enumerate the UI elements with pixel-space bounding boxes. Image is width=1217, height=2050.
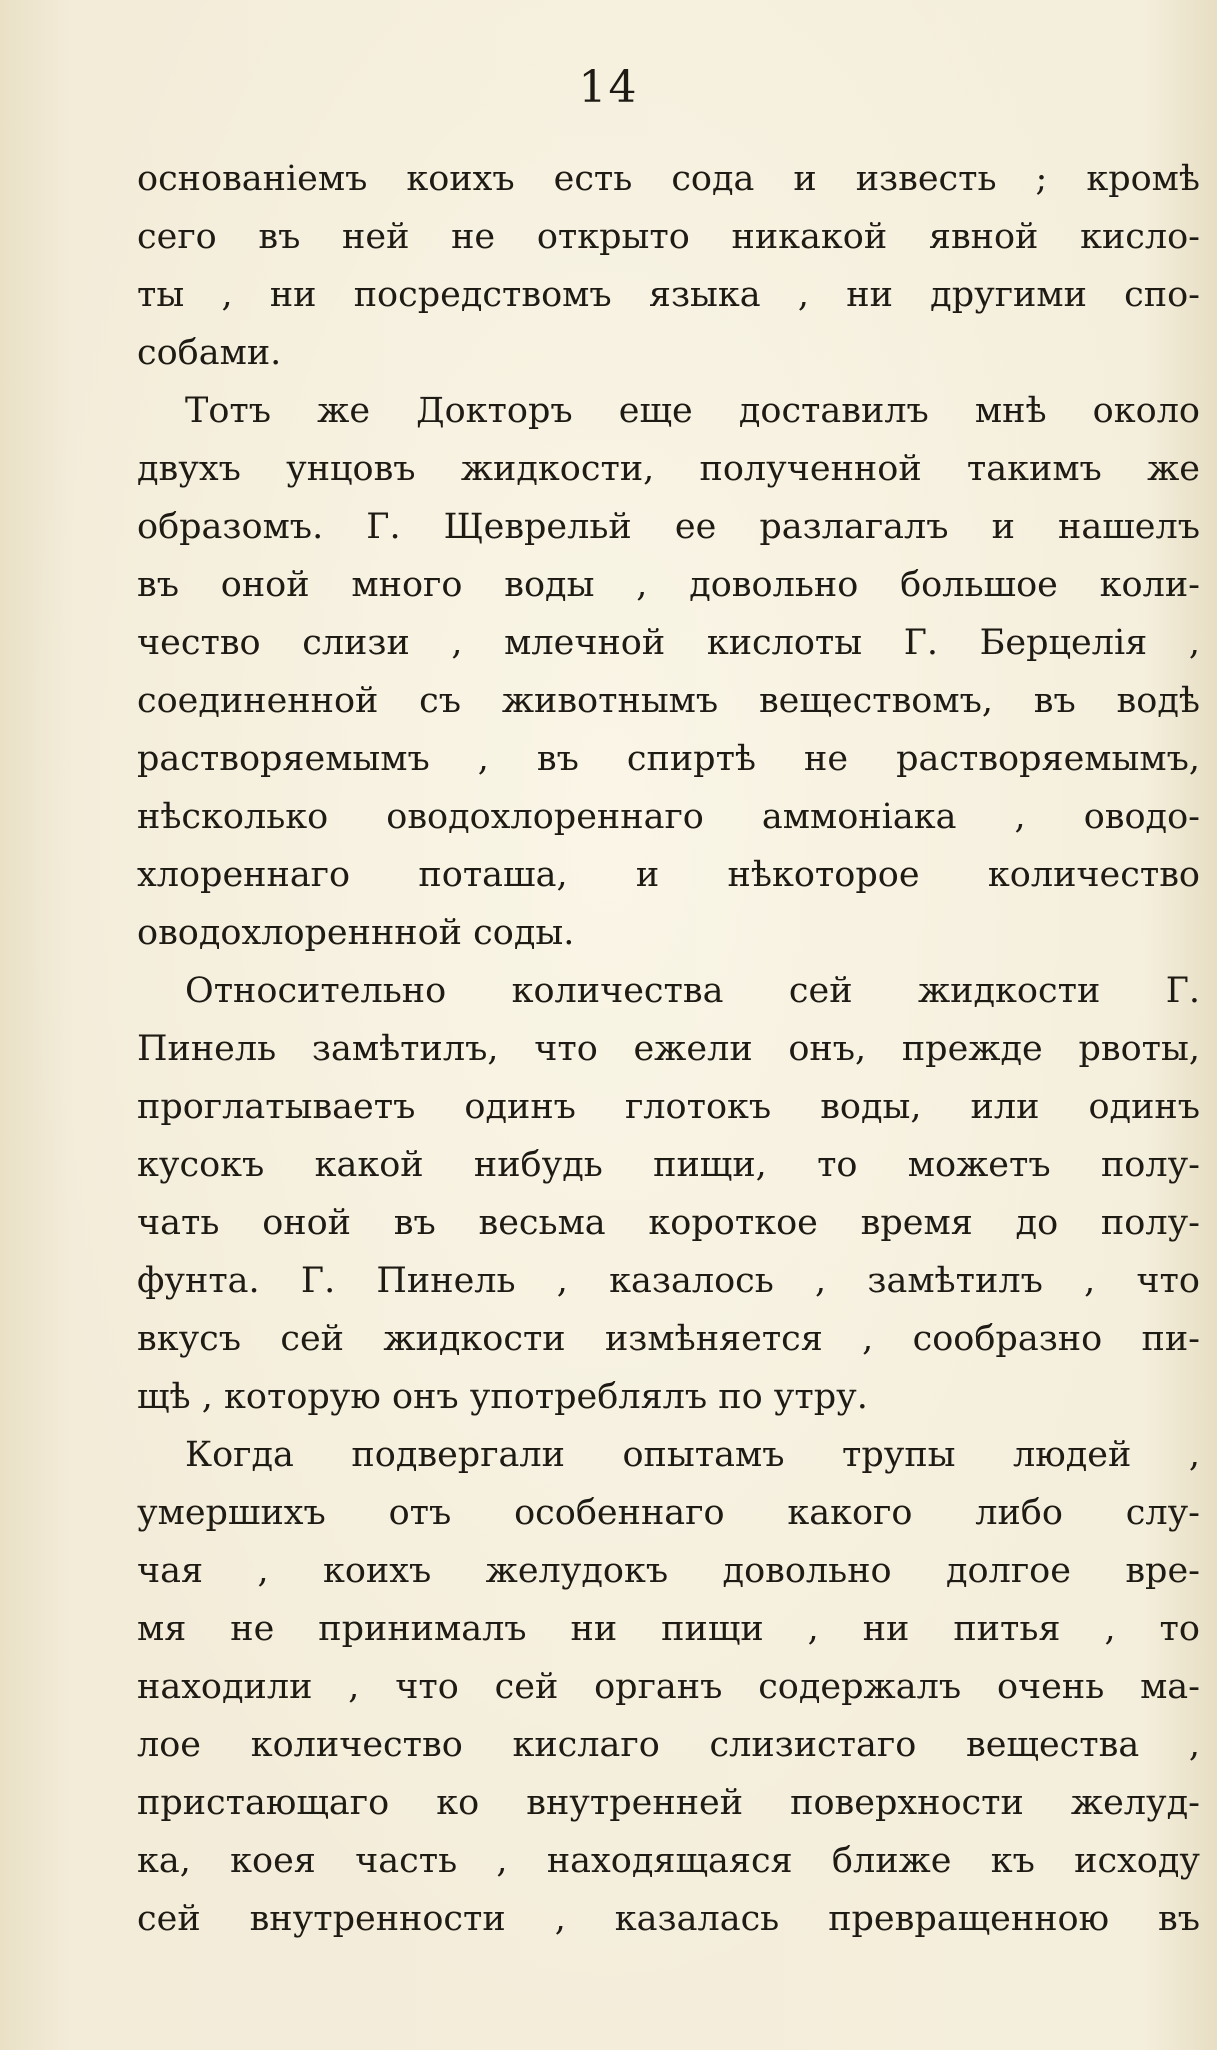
text-line: Пинель замѣтилъ, что ежели онъ, прежде рвоты, xyxy=(137,1029,1200,1069)
text-line: щѣ , которую онъ употреблялъ по утру. xyxy=(137,1377,868,1417)
text-line: умершихъ отъ особеннаго какого либо слу- xyxy=(137,1493,1200,1533)
text-line: основанiемъ коихъ есть сода и известь ; кромѣ xyxy=(137,159,1200,199)
paragraph-1 xyxy=(137,150,1200,382)
text-line: нѣсколько оводохлореннаго аммонiака , оводо- xyxy=(137,797,1200,837)
text-line: чество слизи , млечной кислоты Г. Берцелiя , xyxy=(137,623,1200,663)
text-line: пристающаго ко внутренней поверхности желуд- xyxy=(137,1783,1200,1823)
text-line: находили , что сей органъ содержалъ очень ма- xyxy=(137,1667,1200,1707)
text-line: ты , ни посредствомъ языка , ни другими спо- xyxy=(137,275,1200,315)
text-line: Относительно количества сей жидкости Г. xyxy=(185,971,1200,1011)
text-line: соединенной съ животнымъ веществомъ, въ водѣ xyxy=(137,681,1200,721)
text-line: хлореннаго поташа, и нѣкоторое количество xyxy=(137,855,1200,895)
text-line: сего въ ней не открыто никакой явной кисло- xyxy=(137,217,1200,257)
text-line: мя не принималъ ни пищи , ни питья , то xyxy=(137,1609,1200,1649)
text-line: оводохлореннной соды. xyxy=(137,913,575,953)
paragraph-2 xyxy=(137,382,1200,962)
text-line: чая , коихъ желудокъ довольно долгое вре- xyxy=(137,1551,1200,1591)
paragraph-4 xyxy=(137,1426,1200,1948)
text-line: въ оной много воды , довольно большое коли- xyxy=(137,565,1200,605)
text-line: лое количество кислаго слизистаго вещества , xyxy=(137,1725,1200,1765)
text-line: ка, коея часть , находящаяся ближе къ исходу xyxy=(137,1841,1200,1881)
text-line: сей внутренности , казалась превращенною въ xyxy=(137,1899,1200,1939)
text-line: Когда подвергали опытамъ трупы людей , xyxy=(185,1435,1200,1475)
paragraph-3 xyxy=(137,962,1200,1426)
text-line: образомъ. Г. Щеврельй ее разлагалъ и нашелъ xyxy=(137,507,1200,547)
text-line: Тотъ же Докторъ еще доставилъ мнѣ около xyxy=(185,391,1200,431)
text-line: собами. xyxy=(137,333,282,373)
text-line: проглатываетъ одинъ глотокъ воды, или одинъ xyxy=(137,1087,1200,1127)
text-line: вкусъ сей жидкости измѣняется , сообразно пи- xyxy=(137,1319,1200,1359)
text-line: двухъ унцовъ жидкости, полученной такимъ же xyxy=(137,449,1200,489)
body-text xyxy=(137,150,1200,1948)
page-number: 14 xyxy=(578,62,639,113)
text-line: фунта. Г. Пинель , казалось , замѣтилъ , что xyxy=(137,1261,1200,1301)
text-line: растворяемымъ , въ спиртѣ не растворяемымъ, xyxy=(137,739,1200,779)
text-line: кусокъ какой нибудь пищи, то можетъ полу- xyxy=(137,1145,1200,1185)
text-line: чать оной въ весьма короткое время до полу- xyxy=(137,1203,1200,1243)
